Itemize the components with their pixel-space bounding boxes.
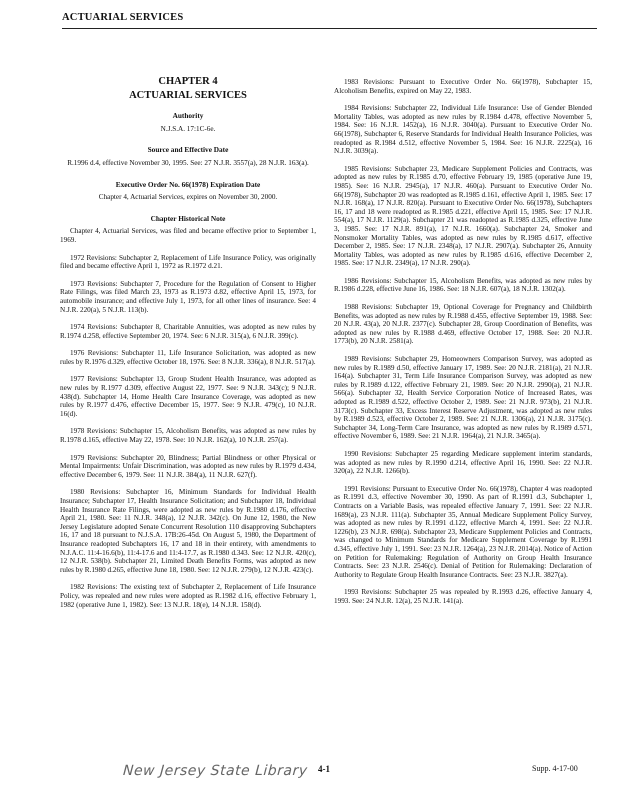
- page-number: 4-1: [318, 764, 330, 774]
- chapter-title: ACTUARIAL SERVICES: [129, 89, 247, 101]
- history-paragraph: 1976 Revisions: Subchapter 11, Life Insurance Solicitation, was adopted as new rules by R.1976 d.329, effective October 18, 1976. See: 8 N.J.R. 336(a), 8 N.J.R. 517(a).: [60, 349, 316, 366]
- history-paragraph: 1973 Revisions: Subchapter 7, Procedure for the Regulation of Consent to Higher Rate Filings, was filed March 23, 1973 as R.1973 d.82, effective April 15, 1973, for automobile insurance; and effective July 1, 1973, for all other lines of insurance. See: 4 N.J.R. 220(a), 5 N.J.R. 113(b).: [60, 279, 316, 314]
- history-paragraph: 1986 Revisions: Subchapter 15, Alcoholism Benefits, was adopted as new rules by R.1986 d.228, effective June 16, 1986. See: 18 N.J.R. 607(a), 18 N.J.R. 1302(a).: [334, 276, 592, 294]
- history-heading: Chapter Historical Note: [150, 213, 226, 223]
- library-stamp: New Jersey State Library: [122, 763, 309, 779]
- history-paragraph: 1977 Revisions: Subchapter 13, Group Student Health Insurance, was adopted as new rules by R.1977 d.309, effective August 22, 1977. See: 9 N.J.R. 343(c); 9 N.J.R. 438(d). Subchapter 14, Home Health Care Insurance Coverage, was adopted as new rules by R.1977 d.476, effective December 15, 1977. See: 9 N.J.R. 479(c), 10 N.J.R. 16(d).: [60, 375, 316, 418]
- history-paragraph: 1983 Revisions: Pursuant to Executive Order No. 66(1978), Subchapter 15, Alcoholism Benefits, expired on May 22, 1983.: [334, 78, 592, 95]
- running-header-title: ACTUARIAL SERVICES: [62, 12, 184, 23]
- expiration-heading: Executive Order No. 66(1978) Expiration Date: [115, 179, 261, 189]
- history-paragraph: 1979 Revisions: Subchapter 20, Blindness; Partial Blindness or other Physical or Mental Impairments: Unfair Discrimination, was adopted as new rules by R.1979 d.434, effective December 6, 1979. See: 11 N.J.R. 384(a), 11 N.J.R. 627(f).: [60, 453, 316, 479]
- history-paragraph: 1980 Revisions: Subchapter 16, Minimum Standards for Individual Health Insurance; Subchapter 17, Health Insurance Solicitation; and Subchapter 18, Individual Health Insurance Rate Filings, were adopted as new rules by R.1980 d.176, effective April 21, 1980. See: 11 N.J.R. 348(a), 12 N.J.R. 342(c). On June 12, 1980, the New Jersey Legislature adopted Senate Concurrent Resolution 110 disapproving Subchapters 16, 17 and 18 pursuant to N.J.S.A. 17B:26-45d. On August 5, 1980, the Department of Insurance readopted Subchapters 16, 17 and 18 in their entirety, with amendments to N.J.A.C. 11:4-16.6(b), 11:4-17.6 and 11:4-17.7, as R.1980 d.343. See: 12 N.J.R. 420(c), 12 N.J.R. 538(b). Subchapter 21, Limited Death Benefits Forms, was adopted as new rules by R.1980 d.265, effective June 18, 1980. See: 12 N.J.R. 279(b), 12 N.J.R. 423(c).: [60, 488, 316, 574]
- supplement-date: Supp. 4-17-00: [532, 764, 578, 773]
- left-column: [60, 78, 316, 618]
- history-paragraph: 1990 Revisions: Subchapter 25 regarding Medicare supplement interim standards, was adopted as new rules by R.1990 d.214, effective April 16, 1990. See: 22 N.J.R. 320(a), 22 N.J.R. 1266(b).: [334, 449, 592, 476]
- right-column: [334, 78, 592, 614]
- history-paragraph: 1991 Revisions: Pursuant to Executive Order No. 66(1978), Chapter 4 was readopted as R.1991 d.3, effective November 30, 1990. As part of R.1991 d.3, Subchapter 1, Contracts on a Variable Basis, was repealed effective January 7, 1991. See: 22 N.J.R. 1689(a), 23 N.J.R. 111(a). Subchapter 35, Annual Medicare Supplement Policy Survey, was adopted as new rules by R.1991 d.122, effective March 4, 1991. See: 22 N.J.R. 1226(b), 23 N.J.R. 698(a). Subchapter 23, Medicare Supplement Policies and Contracts, was changed to Minimum Standards for Medicare Supplement Coverage by R.1991 d.345, effective July 1, 1991. See: 23 N.J.R. 1264(a), 23 N.J.R. 2014(a). Notice of Action on Petition for Rulemaking: Regulation of Authority on Group Health Insurance Contracts. See: 23 N.J.R. 2546(c). Denial of Petition for Rulemaking: Declaration of Authority to Regulate Group Health Insurance Contracts. See: 23 N.J.R. 3827(a).: [334, 484, 592, 579]
- history-paragraph: 1974 Revisions: Subchapter 8, Charitable Annuities, was adopted as new rules by R.1974 d.258, effective September 20, 1974. See: 6 N.J.R. 315(a), 6 N.J.R. 399(c).: [60, 323, 316, 340]
- history-paragraph: 1982 Revisions: The existing text of Subchapter 2, Replacement of Life Insurance Policy, was repealed and new rules were adopted as R.1982 d.16, effective February 1, 1982 (operative June 1, 1982). See: 13 N.J.R. 18(e), 14 N.J.R. 158(d).: [60, 583, 316, 609]
- history-paragraph: 1988 Revisions: Subchapter 19, Optional Coverage for Pregnancy and Childbirth Benefits, was adopted as new rules by R.1988 d.455, effective September 19, 1988. See: 20 N.J.R. 43(a), 20 N.J.R. 2377(c). Subchapter 28, Group Coordination of Benefits, was adopted as new rules by R.1988 d.469, effective October 17, 1988. See: 20 N.J.R. 1773(b), 20 N.J.R. 2581(a).: [334, 303, 592, 346]
- history-paragraph: 1993 Revisions: Subchapter 25 was repealed by R.1993 d.26, effective January 4, 1993. See: 24 N.J.R. 12(a), 25 N.J.R. 141(a).: [334, 588, 592, 605]
- header-rule: [62, 28, 597, 29]
- authority-text: N.J.S.A. 17:1C-6e.: [160, 124, 216, 133]
- expiration-text: Chapter 4, Actuarial Services, expires on November 30, 2000.: [98, 193, 278, 202]
- source-heading: Source and Effective Date: [147, 145, 229, 155]
- history-paragraph: 1978 Revisions: Subchapter 15, Alcoholism Benefits, was adopted as new rules by R.1978 d.165, effective May 22, 1978. See: 10 N.J.R. 162(a), 10 N.J.R. 257(a).: [60, 427, 316, 445]
- authority-heading: Authority: [172, 111, 204, 121]
- source-text: R.1996 d.4, effective November 30, 1995. See: 27 N.J.R. 3557(a), 28 N.J.R. 163(a).: [67, 158, 309, 167]
- history-paragraph: 1989 Revisions: Subchapter 29, Homeowners Comparison Survey, was adopted as new rules by R.1989 d.50, effective January 17, 1989. See: 20 N.J.R. 2181(a), 21 N.J.R. 164(a). Subchapter 31, Term Life Insurance Comparison Survey, was adopted as new rules by R.1989 d.122, effective February 21, 1989. See: 20 N.J.R. 2990(a), 21 N.J.R. 566(a). Subchapter 32, Health Service Corporation Notice of Increased Rates, was adopted as R.1989 d.522, effective October 2, 1989. See: 21 N.J.R. 973(b), 21 N.J.R. 3173(c). Subchapter 33, Excess Interest Reserve Adjustment, was adopted as new rules by R.1989 d.523, effective October 2, 1989. See: 21 N.J.R. 1306(a), 21 N.J.R. 3175(c). Subchapter 34, Long-Term Care Insurance, was adopted as new rules by R.1989 d.571, effective November 6, 1989. See: 21 N.J.R. 1964(a), 21 N.J.R. 3465(a).: [334, 355, 592, 441]
- history-paragraph: 1972 Revisions: Subchapter 2, Replacement of Life Insurance Policy, was originally filed and became effective April 1, 1972 as R.1972 d.21.: [60, 253, 316, 271]
- chapter-number: CHAPTER 4: [158, 76, 218, 87]
- history-paragraph: Chapter 4, Actuarial Services, was filed and became effective prior to September 1, 1969.: [60, 227, 316, 244]
- history-paragraph: 1985 Revisions: Subchapter 23, Medicare Supplement Policies and Contracts, was adopted as new rules by R.1985 d.70, effective February 19, 1985 (operative June 19, 1985). See: 16 N.J.R. 2945(a), 17 N.J.R. 460(a). Pursuant to Executive Order No. 66(1978), Subchapter 20 was readopted as R.1985 d.161, effective April 1, 1985. See: 17 N.J.R. 168(a), 17 N.J.R. 820(a). Pursuant to Executive Order No. 66(1978), Subchapters 16, 17 and 18 were readopted as R.1985 d.221, effective April 15, 1985. See: 17 N.J.R. 554(a), 17 N.J.R. 1129(a). Subchapter 21 was readopted as R.1985 d.325, effective June 3, 1985. See: 17 N.J.R. 891(a), 17 N.J.R. 1660(a). Subchapter 24, Smoker and Nonsmoker Mortality Tables, was adopted as new rules by R.1985 d.617, effective December 2, 1985. See: 17 N.J.R. 2348(a), 17 N.J.R. 2907(a). Subchapter 26, Annuity Mortality Tables, was adopted as new rules by R.1985 d.616, effective December 2, 1985. See: 17 N.J.R. 2349(a), 17 N.J.R. 290(a).: [334, 164, 592, 268]
- history-paragraph: 1984 Revisions: Subchapter 22, Individual Life Insurance: Use of Gender Blended Mortality Tables, was adopted as new rules by R.1984 d.478, effective November 5, 1984. See: 16 N.J.R. 1452(a), 16 N.J.R. 3040(a). Pursuant to Executive Order No. 66(1978), Subchapter 6, Reserve Standards for Individual Health Insurance Policies, was readopted as R.1984 d.512, effective November 5, 1984. See: 16 N.J.R. 2225(a), 16 N.J.R. 3039(a).: [334, 104, 592, 156]
